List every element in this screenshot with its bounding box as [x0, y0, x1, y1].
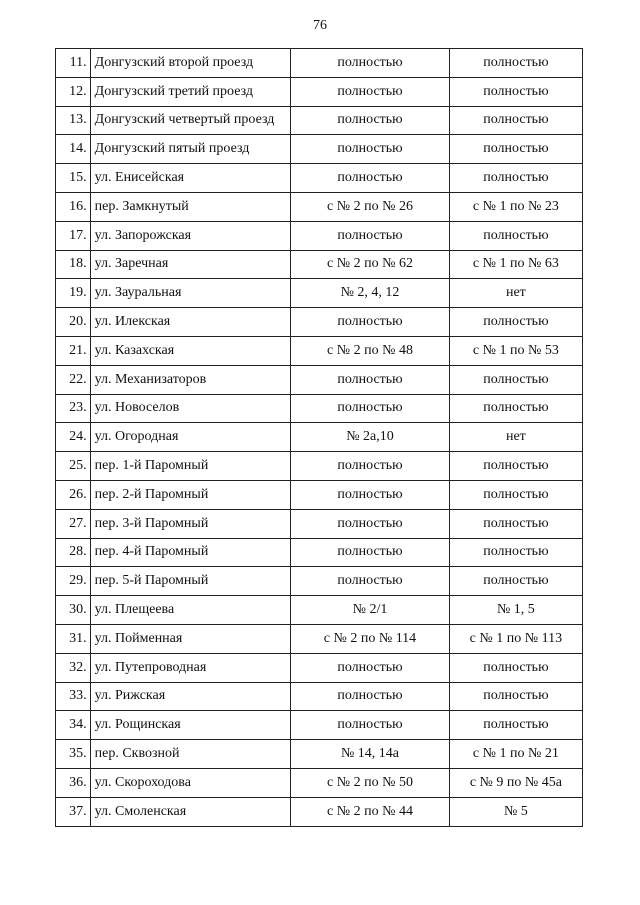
row-number: 14. [56, 135, 91, 164]
even-side-range: полностью [291, 164, 450, 193]
street-name: ул. Казахская [90, 336, 291, 365]
street-name: ул. Механизаторов [90, 365, 291, 394]
even-side-range: полностью [291, 135, 450, 164]
street-name: ул. Зауральная [90, 279, 291, 308]
row-number: 31. [56, 624, 91, 653]
even-side-range: полностью [291, 480, 450, 509]
street-name: ул. Енисейская [90, 164, 291, 193]
even-side-range: № 2, 4, 12 [291, 279, 450, 308]
table-row [56, 797, 583, 826]
row-number: 23. [56, 394, 91, 423]
table-row [56, 77, 583, 106]
odd-side-range: с № 1 по № 53 [449, 336, 582, 365]
row-number: 25. [56, 452, 91, 481]
row-number: 27. [56, 509, 91, 538]
even-side-range: полностью [291, 653, 450, 682]
table-row [56, 336, 583, 365]
street-name: ул. Рижская [90, 682, 291, 711]
street-name: ул. Плещеева [90, 596, 291, 625]
table-row [56, 452, 583, 481]
even-side-range: с № 2 по № 114 [291, 624, 450, 653]
odd-side-range: полностью [449, 77, 582, 106]
row-number: 26. [56, 480, 91, 509]
row-number: 24. [56, 423, 91, 452]
street-name: пер. 5-й Паромный [90, 567, 291, 596]
even-side-range: полностью [291, 509, 450, 538]
row-number: 33. [56, 682, 91, 711]
street-name: ул. Илекская [90, 308, 291, 337]
street-name: ул. Смоленская [90, 797, 291, 826]
table-row [56, 682, 583, 711]
table-row [56, 423, 583, 452]
table-row [56, 192, 583, 221]
odd-side-range: нет [449, 279, 582, 308]
odd-side-range: с № 1 по № 113 [449, 624, 582, 653]
table-row [56, 106, 583, 135]
odd-side-range: полностью [449, 164, 582, 193]
table-row [56, 279, 583, 308]
even-side-range: полностью [291, 538, 450, 567]
even-side-range: полностью [291, 394, 450, 423]
row-number: 21. [56, 336, 91, 365]
even-side-range: полностью [291, 77, 450, 106]
table-row [56, 711, 583, 740]
row-number: 15. [56, 164, 91, 193]
odd-side-range: нет [449, 423, 582, 452]
even-side-range: полностью [291, 682, 450, 711]
row-number: 36. [56, 768, 91, 797]
odd-side-range: с № 9 по № 45а [449, 768, 582, 797]
street-name: ул. Путепроводная [90, 653, 291, 682]
odd-side-range: полностью [449, 509, 582, 538]
row-number: 35. [56, 740, 91, 769]
even-side-range: с № 2 по № 62 [291, 250, 450, 279]
street-name: ул. Заречная [90, 250, 291, 279]
even-side-range: с № 2 по № 44 [291, 797, 450, 826]
street-name: ул. Огородная [90, 423, 291, 452]
table-row [56, 250, 583, 279]
odd-side-range: № 5 [449, 797, 582, 826]
odd-side-range: полностью [449, 711, 582, 740]
table-row [56, 740, 583, 769]
odd-side-range: с № 1 по № 21 [449, 740, 582, 769]
odd-side-range: с № 1 по № 23 [449, 192, 582, 221]
street-name: пер. 2-й Паромный [90, 480, 291, 509]
street-name: Донгузский третий проезд [90, 77, 291, 106]
page-number: 76 [313, 18, 327, 33]
table-row [56, 509, 583, 538]
odd-side-range: полностью [449, 480, 582, 509]
row-number: 13. [56, 106, 91, 135]
odd-side-range: полностью [449, 653, 582, 682]
street-name: пер. 4-й Паромный [90, 538, 291, 567]
even-side-range: полностью [291, 221, 450, 250]
odd-side-range: полностью [449, 394, 582, 423]
odd-side-range: полностью [449, 106, 582, 135]
street-name: пер. Замкнутый [90, 192, 291, 221]
row-number: 28. [56, 538, 91, 567]
table-row [56, 538, 583, 567]
street-name: пер. 3-й Паромный [90, 509, 291, 538]
street-name: ул. Запорожская [90, 221, 291, 250]
odd-side-range: полностью [449, 135, 582, 164]
street-name: ул. Скороходова [90, 768, 291, 797]
table-row [56, 596, 583, 625]
row-number: 12. [56, 77, 91, 106]
odd-side-range: полностью [449, 221, 582, 250]
odd-side-range: полностью [449, 682, 582, 711]
table-row [56, 653, 583, 682]
table-row [56, 221, 583, 250]
table-row [56, 135, 583, 164]
row-number: 18. [56, 250, 91, 279]
street-name: Донгузский второй проезд [90, 49, 291, 78]
even-side-range: с № 2 по № 50 [291, 768, 450, 797]
street-name: Донгузский пятый проезд [90, 135, 291, 164]
even-side-range: № 2а,10 [291, 423, 450, 452]
table-row [56, 768, 583, 797]
table-row [56, 49, 583, 78]
street-name: пер. 1-й Паромный [90, 452, 291, 481]
row-number: 29. [56, 567, 91, 596]
row-number: 34. [56, 711, 91, 740]
row-number: 22. [56, 365, 91, 394]
row-number: 20. [56, 308, 91, 337]
street-table [55, 48, 583, 827]
even-side-range: полностью [291, 452, 450, 481]
row-number: 30. [56, 596, 91, 625]
row-number: 17. [56, 221, 91, 250]
even-side-range: полностью [291, 49, 450, 78]
odd-side-range: полностью [449, 49, 582, 78]
even-side-range: с № 2 по № 48 [291, 336, 450, 365]
odd-side-range: полностью [449, 538, 582, 567]
table-row [56, 624, 583, 653]
even-side-range: полностью [291, 106, 450, 135]
street-name: ул. Пойменная [90, 624, 291, 653]
table-body [56, 49, 583, 827]
even-side-range: полностью [291, 711, 450, 740]
row-number: 32. [56, 653, 91, 682]
even-side-range: № 14, 14а [291, 740, 450, 769]
even-side-range: полностью [291, 308, 450, 337]
odd-side-range: полностью [449, 567, 582, 596]
even-side-range: с № 2 по № 26 [291, 192, 450, 221]
table-row [56, 480, 583, 509]
table-row [56, 567, 583, 596]
even-side-range: № 2/1 [291, 596, 450, 625]
street-name: ул. Рощинская [90, 711, 291, 740]
table-row [56, 164, 583, 193]
odd-side-range: с № 1 по № 63 [449, 250, 582, 279]
row-number: 37. [56, 797, 91, 826]
even-side-range: полностью [291, 567, 450, 596]
row-number: 11. [56, 49, 91, 78]
row-number: 16. [56, 192, 91, 221]
odd-side-range: полностью [449, 308, 582, 337]
street-name: ул. Новоселов [90, 394, 291, 423]
row-number: 19. [56, 279, 91, 308]
even-side-range: полностью [291, 365, 450, 394]
street-name: Донгузский четвертый проезд [90, 106, 291, 135]
table-row [56, 394, 583, 423]
odd-side-range: № 1, 5 [449, 596, 582, 625]
odd-side-range: полностью [449, 365, 582, 394]
table-row [56, 365, 583, 394]
odd-side-range: полностью [449, 452, 582, 481]
street-name: пер. Сквозной [90, 740, 291, 769]
table-row [56, 308, 583, 337]
